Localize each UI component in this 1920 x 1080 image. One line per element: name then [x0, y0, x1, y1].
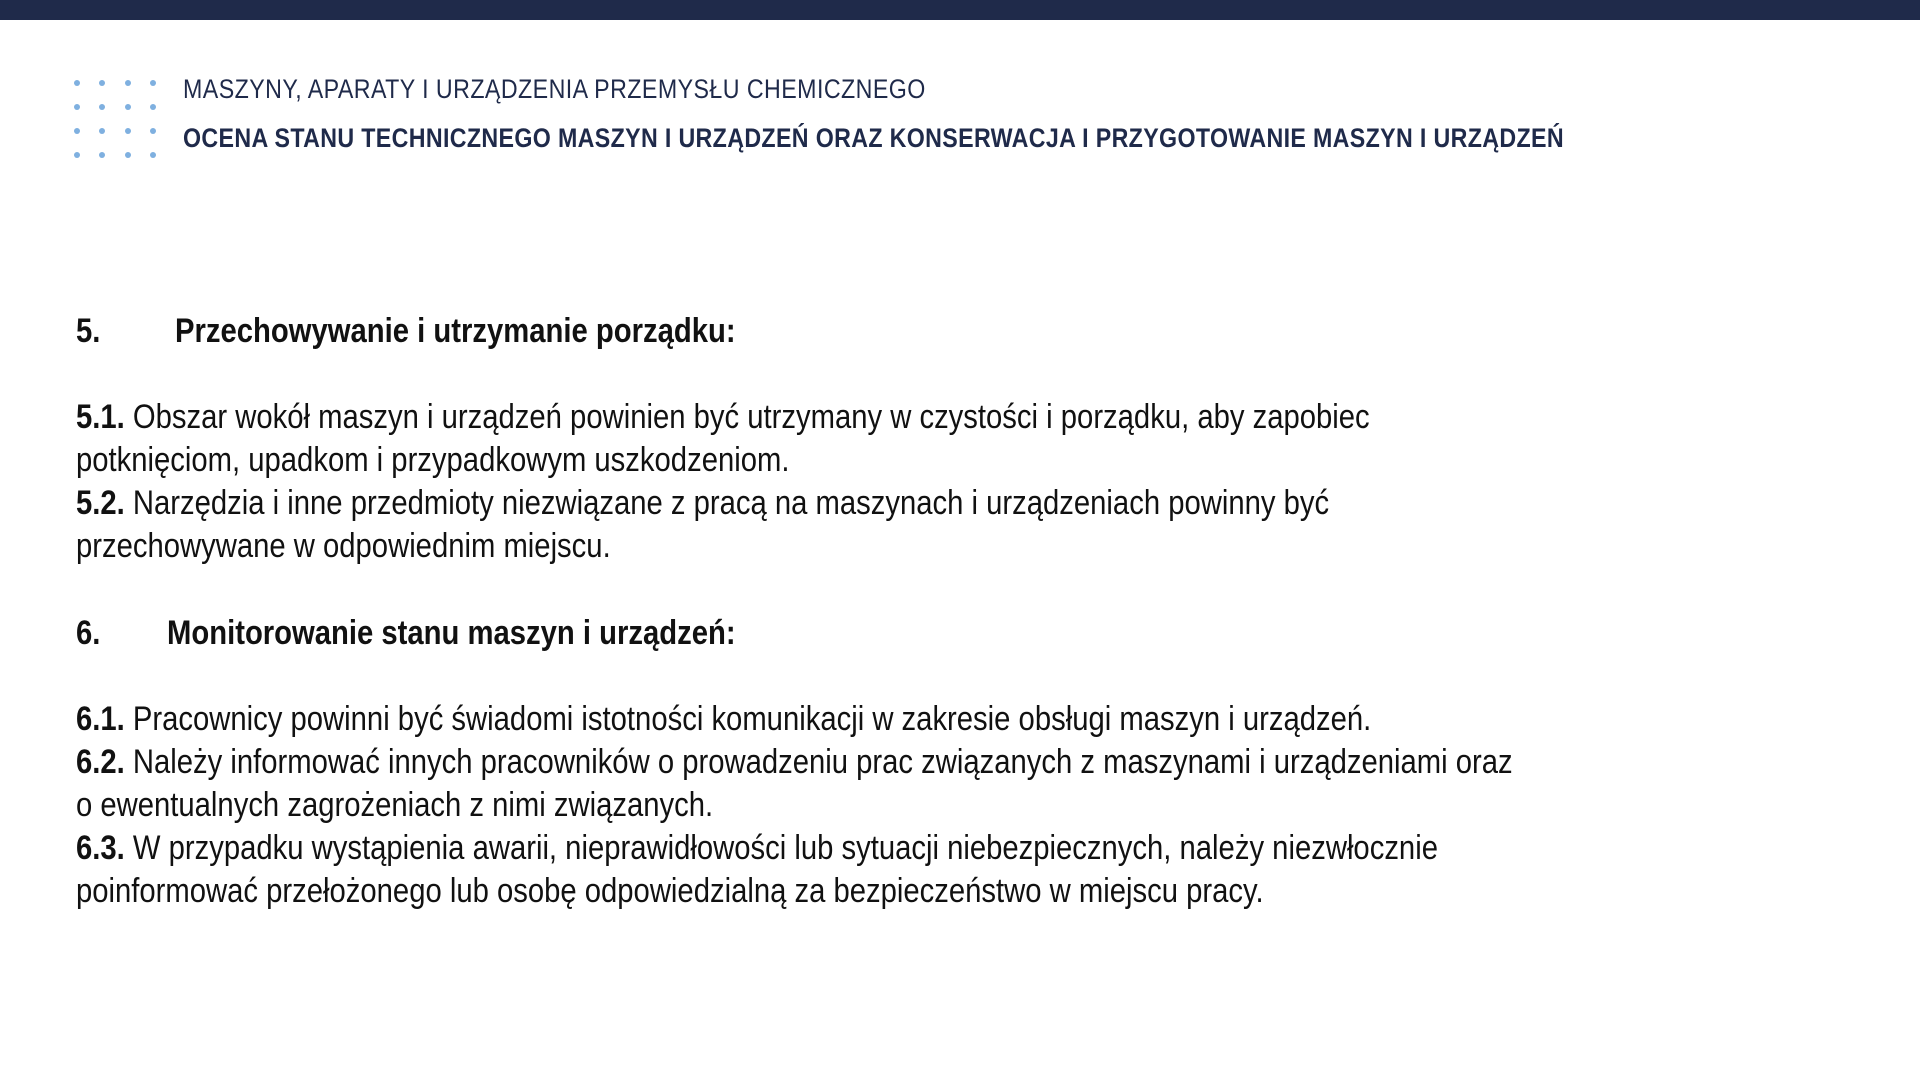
item-number: 6.3.	[76, 829, 125, 867]
item-text: Obszar wokół maszyn i urządzeń powinien być utrzymany w czystości i porządku, aby zapobiec	[132, 398, 1370, 436]
dot	[99, 128, 105, 134]
section-heading-number: 6.	[76, 614, 101, 652]
list-item-5-2	[76, 484, 1329, 523]
dot	[99, 104, 105, 110]
dot	[150, 80, 156, 86]
dot	[125, 152, 131, 158]
section-heading-title: Monitorowanie stanu maszyn i urządzeń:	[167, 614, 736, 652]
lesson-title: OCENA STANU TECHNICZNEGO MASZYN I URZĄDZEŃ ORAZ KONSERWACJA I PRZYGOTOWANIE MASZYN I URZĄDZEŃ	[183, 123, 1564, 153]
dot	[74, 104, 80, 110]
section-heading-title: Przechowywanie i utrzymanie porządku:	[175, 312, 736, 350]
dot	[74, 152, 80, 158]
dot	[99, 152, 105, 158]
dot	[74, 80, 80, 86]
dot	[150, 128, 156, 134]
item-text: Narzędzia i inne przedmioty niezwiązane z pracą na maszynach i urządzeniach powinny być	[132, 484, 1330, 522]
dot	[99, 80, 105, 86]
course-title: MASZYNY, APARATY I URZĄDZENIA PRZEMYSŁU CHEMICZNEGO	[183, 74, 926, 104]
list-item-6-3	[76, 829, 1438, 868]
list-item-6-3-cont: poinformować przełożonego lub osobę odpowiedzialną za bezpieczeństwo w miejscu pracy.	[76, 872, 1264, 910]
list-item-5-2-cont: przechowywane w odpowiednim miejscu.	[76, 527, 611, 565]
dot	[150, 104, 156, 110]
dot-grid-decoration	[72, 78, 162, 162]
list-item-6-2-cont: o ewentualnych zagrożeniach z nimi związanych.	[76, 786, 714, 824]
item-text: Pracownicy powinni być świadomi istotności komunikacji w zakresie obsługi maszyn i urządzeń.	[132, 700, 1372, 738]
item-number: 5.1.	[76, 398, 125, 436]
section-heading-number: 5.	[76, 312, 101, 350]
list-item-6-1	[76, 700, 1371, 739]
list-item-6-2	[76, 743, 1513, 782]
top-bar	[0, 0, 1920, 20]
item-number: 6.2.	[76, 743, 125, 781]
item-text: W przypadku wystąpienia awarii, nieprawidłowości lub sytuacji niebezpiecznych, należy niezwłocznie	[132, 829, 1438, 867]
dot	[74, 128, 80, 134]
list-item-5-1-cont: potknięciom, upadkom i przypadkowym uszkodzeniom.	[76, 441, 790, 479]
dot	[125, 128, 131, 134]
item-text: Należy informować innych pracowników o prowadzeniu prac związanych z maszynami i urządzeniami oraz	[132, 743, 1513, 781]
dot	[125, 80, 131, 86]
list-item-5-1	[76, 398, 1370, 437]
item-number: 5.2.	[76, 484, 125, 522]
item-number: 6.1.	[76, 700, 125, 738]
dot	[125, 104, 131, 110]
dot	[150, 152, 156, 158]
